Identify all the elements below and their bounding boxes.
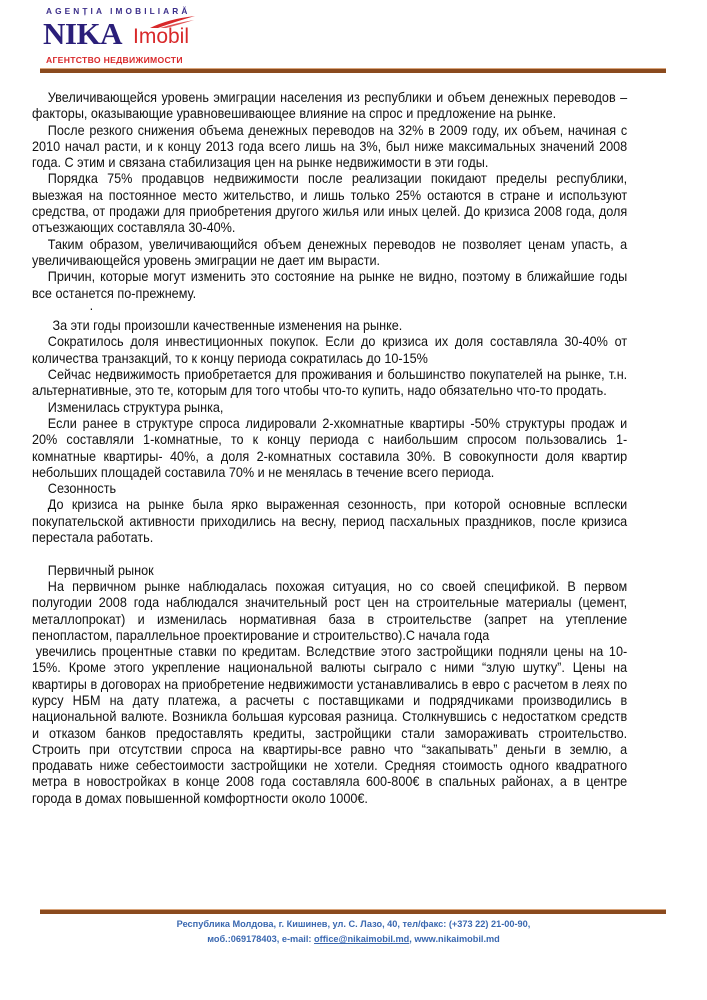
email-link[interactable]: office@nikaimobil.md (314, 934, 410, 944)
footer-divider (40, 909, 666, 914)
logo-subbrand: Imobil (133, 25, 190, 48)
paragraph: Порядка 75% продавцов недвижимости после реализации покидают пределы республики, выезжая на постоянное место жительство, и лишь только 25% остаются в стране и используют средства, от продажи для приобретения другого жилья или иных целей. До кризиса 2008 года, доля отъезжающих составляла 30-40%. (32, 171, 628, 236)
document-body (32, 90, 627, 807)
footer-separator: , (409, 934, 415, 944)
website-link[interactable]: www.nikaimobil.md (414, 934, 500, 944)
paragraph: За эти годы произошли качественные изменения на рынке. (52, 318, 403, 334)
paragraph: Таким образом, увеличивающийся объем денежных переводов не позволяет ценам упасть, а увеличивающейся уровень эмиграции не дает им вырасти. (32, 236, 628, 268)
paragraph: После резкого снижения объема денежных переводов на 32% в 2009 году, их объем, начиная с 2010 начал расти, и к концу 2013 года всего лишь на 3%, был ниже максимальных значений 2008 года. С этим и связана стабилизация цен на рынке недвижимости в эти годы. (32, 122, 628, 171)
footer-address: Республика Молдова, г. Кишинев, ул. С. Лазо, 40, тел/факс: (+373 22) 21-00-90, (176, 919, 531, 929)
section-heading: Изменилась структура рынка, (47, 399, 224, 415)
paragraph: Если ранее в структуре спроса лидировали 2-хкомнатные квартиры -50% структуры продаж и 20% составляли 1-комнатные, то к концу периода с наибольшим спросом пользовались 1-комнатные квартиры- 40%, а доля 2-комнатных составила 30%. В совокупности доля квартир небольших площадей составила 70% и не менялась в течение всего периода. (32, 415, 628, 480)
logo-brand: NIKA (43, 16, 122, 51)
paragraph: На первичном рынке наблюдалась похожая ситуация, но со своей спецификой. В первом полугодии 2008 года наблюдался значительный рост цен на строительные материалы (цемент, металлопрокат) и изменилась нормативная база в строительстве (запрет на утепление пенопластом, параллельное проектирование и строительство).С начала года (32, 578, 628, 643)
paragraph: Сократилось доля инвестиционных покупок. Если до кризиса их доля составляла 30-40% от количества транзакций, то к концу периода сократилась до 10-15% (32, 334, 628, 366)
section-heading: Сезонность (47, 481, 117, 497)
paragraph: Причин, которые могут изменить это состояние на рынке не видно, поэтому в ближайшие годы все останется по-прежнему. (32, 269, 628, 301)
paragraph: До кризиса на рынке была ярко выраженная сезонность, при которой основные всплески покупательской активности приходились на весну, период пасхальных праздников, после кризиса перестала работать. (32, 497, 628, 546)
paragraph: Увеличивающейся уровень эмиграции населения из республики и объем денежных переводов – факторы, оказывающие уравновешивающее влияние на спрос и предложение на рынке. (32, 90, 628, 122)
logo-tagline-ru: АГЕНТСТВО НЕДВИЖИМОСТИ (46, 55, 183, 65)
logo-tagline-ro: AGENȚIA IMOBILIARĂ (46, 6, 191, 16)
letterhead (0, 0, 707, 76)
stray-dot: . (89, 297, 94, 313)
paragraph: увечились процентные ставки по кредитам. Вследствие этого застройщики подняли цены на 10-15%. Кроме этого укрепление национальной валюты сыграло с ними “злую шутку”. Цены на квартиры в договорах на приобретение недвижимости устанавливались в евро с расчетом в леях по курсу НБМ на дату платежа, а расчеты с поставщиками и подрядчиками производились в национальной валюте. Возникла большая курсовая разница. Столкнувшись с недостатком средств и отказом банков предоставлять кредиты, застройщики стали замораживать строительство. Строить при отсутствии спроса на квартиры-все равно что “закапывать” деньги в землю, а продавать ниже себестоимости застройщики не хотели. Средняя стоимость одного квадратного метра в новостройках в конце 2008 года составляла 600-800€ в спальных районах, а в центре города в домах повышенной комфортности около 1000€. (32, 644, 628, 806)
paragraph: Сейчас недвижимость приобретается для проживания и большинство покупателей на рынке, т.н. альтернативные, это те, которым для того чтобы что-то купить, надо обязательно что-то продать. (32, 367, 628, 399)
footer-contacts-line (0, 932, 707, 947)
footer-contact (0, 917, 707, 947)
footer-phone: моб.:069178403, e-mail: (207, 934, 315, 944)
section-heading: Первичный рынок (47, 562, 154, 578)
blank-line (32, 546, 627, 562)
header-divider (40, 68, 666, 73)
